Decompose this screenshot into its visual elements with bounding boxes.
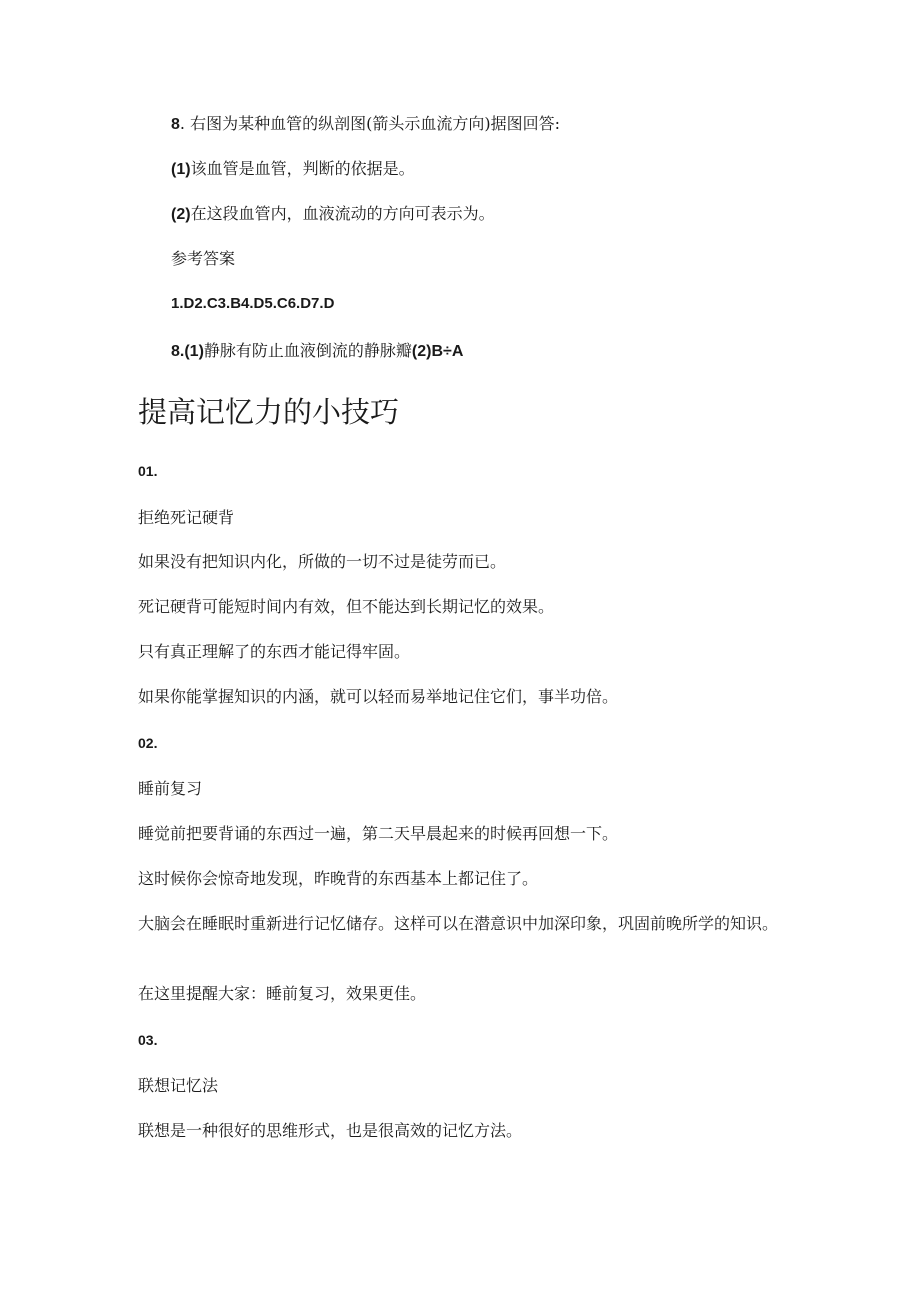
section-3-paragraph: 联想是一种很好的思维形式，也是很高效的记忆方法。 xyxy=(138,1121,523,1140)
question-8 xyxy=(171,113,560,136)
article-title: 提高记忆力的小技巧 xyxy=(138,395,400,429)
section-1-paragraph: 如果你能掌握知识的内涵，就可以轻而易举地记住它们，事半功倍。 xyxy=(138,687,619,706)
question-8-number: 8 xyxy=(171,116,180,133)
question-8-part-1 xyxy=(171,158,415,181)
answer-8-tail: (2)B÷A xyxy=(411,343,464,360)
answer-line-2 xyxy=(171,340,463,363)
part-2-text: 在这段血管内，血液流动的方向可表示为。 xyxy=(190,204,495,223)
section-1-paragraph: 如果没有把知识内化，所做的一切不过是徒劳而已。 xyxy=(138,552,507,571)
question-8-part-2 xyxy=(171,203,495,226)
section-2-paragraph: 这时候你会惊奇地发现，昨晚背的东西基本上都记住了。 xyxy=(138,869,539,888)
section-2-number: 02. xyxy=(138,735,158,751)
section-1-paragraph: 只有真正理解了的东西才能记得牢固。 xyxy=(138,642,411,661)
section-2-paragraph: 睡觉前把要背诵的东西过一遍，第二天早晨起来的时候再回想一下。 xyxy=(138,824,619,843)
section-2-paragraph: 大脑会在睡眠时重新进行记忆储存。这样可以在潜意识中加深印象，巩固前晚所学的知识。 xyxy=(138,914,779,933)
answer-heading: 参考答案 xyxy=(171,249,236,268)
answer-line-1: 1.D2.C3.B4.D5.C6.D7.D xyxy=(171,295,335,312)
section-1-number: 01. xyxy=(138,463,158,479)
answer-8-text: 静脉有防止血液倒流的静脉瓣 xyxy=(203,341,412,360)
section-1-paragraph: 死记硬背可能短时间内有效，但不能达到长期记忆的效果。 xyxy=(138,597,555,616)
question-8-text: . 右图为某种血管的纵剖图(箭头示血流方向)据图回答: xyxy=(179,114,560,133)
section-2-paragraph: 在这里提醒大家：睡前复习，效果更佳。 xyxy=(138,984,427,1003)
section-1-heading: 拒绝死记硬背 xyxy=(138,508,235,527)
part-1-number: (1) xyxy=(171,161,191,178)
answer-8-number: 8.(1) xyxy=(171,343,204,360)
part-1-text: 该血管是血管，判断的依据是。 xyxy=(190,159,415,178)
section-2-heading: 睡前复习 xyxy=(138,779,203,798)
section-3-heading: 联想记忆法 xyxy=(138,1076,219,1095)
section-3-number: 03. xyxy=(138,1032,158,1048)
part-2-number: (2) xyxy=(171,206,191,223)
